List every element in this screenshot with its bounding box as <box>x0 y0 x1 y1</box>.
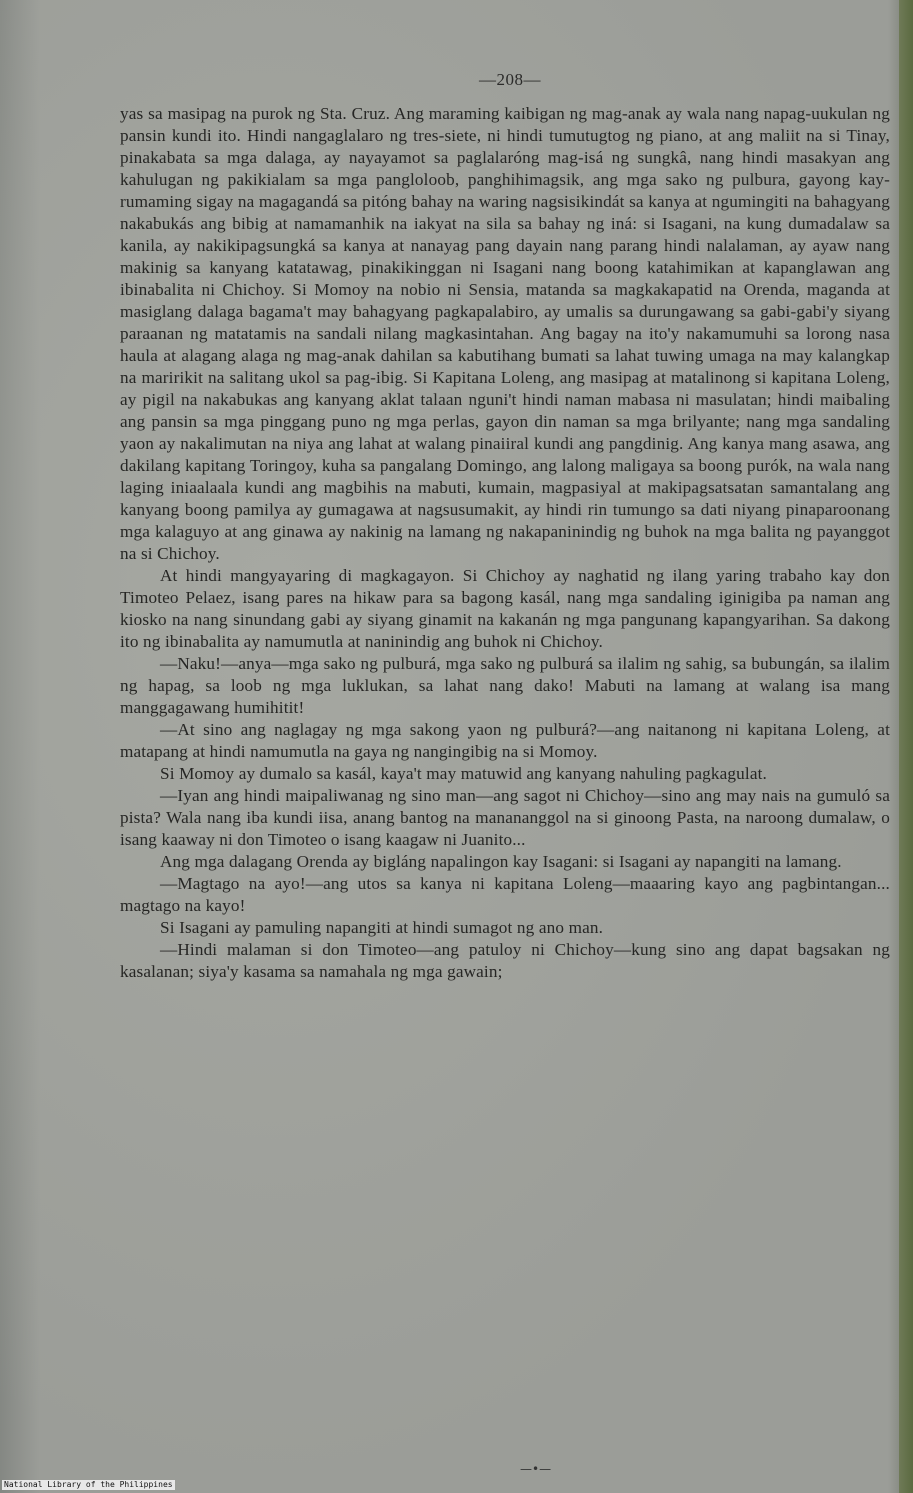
bottom-ornament: —•— <box>520 1462 552 1476</box>
library-credit: National Library of the Philippines <box>4 1480 173 1489</box>
paragraph-4: —At sino ang naglagay ng mga sakong yaon ng pulburá?—ang naitanong ni kapitana Loleng, at matapang at hindi namumutla na gaya ng nangingibig na si Momoy. <box>120 720 890 761</box>
body-text <box>120 103 890 983</box>
paragraph-10: —Hindi malaman si don Timoteo—ang patuloy ni Chichoy—kung sino ang dapat bagsakan ng kasalanan; siya'y kasama sa namahala ng mga gawain; <box>120 940 890 981</box>
paragraph-7: Ang mga dalagang Orenda ay bigláng napalingon kay Isagani: si Isagani ay napangiti na lamang. <box>160 852 842 871</box>
paragraph-9: Si Isagani ay pamuling napangiti at hindi sumagot ng ano man. <box>160 918 604 937</box>
page-number: —208— <box>479 70 541 89</box>
paragraph-8: —Magtago na ayo!—ang utos sa kanya ni kapitana Loleng—maaaring kayo ang pagbintangan... magtago na kayo! <box>120 874 890 915</box>
paragraph-2: At hindi mangyayaring di magkagayon. Si Chichoy ay naghatid ng ilang yaring trabaho kay don Timoteo Pelaez, isang pares na hikaw para sa bagong kasál, nang mga sandaling iginigiba pa naman ang kiosko na nang sinundang gabi ay siyang ginamit na kakanán ng mga pangunang kapangyarihan. Sa dakong ito ng ibinabalita ay namumutla at naninindig ang buhok ni Chichoy. <box>120 566 890 651</box>
paragraph-1: yas sa masipag na purok ng Sta. Cruz. Ang maraming kaibigan ng mag-anak ay wala nang napag-uukulan ng pansin kundi ito. Hindi nangaglalaro ng tres-siete, ni hindi tumutugtog ng piano, at ang maliit na si Tinay, pinakabata sa mga dalaga, ay nayayamot sa paglalaróng mag-isá ng sungkâ, nang hindi masakyan ang kahulugan ng pakikialam sa mga pangloloob, panghihimagsik, ang mga sako ng pulbura, gayong kay-rumaming sigay na magagandá sa pitóng bahay na waring nagsisikindát sa kanya at ngumingiti na bahagyang nakabukás ang bibig at namamanhik na iakyat na sila sa bahay ng iná: si Isagani, na kung dumadalaw sa kanila, ay nakikipagsungká sa kanya at nanayag pang dayain nang parang hindi nalalaman, ay ayaw nang makinig sa kanyang katatawag, pinakikinggan ni Isagani nang boong katahimikan at kapanglawan ang ibinabalita ni Chichoy. Si Momoy na nobio ni Sensia, matanda sa magkakapatid na Orenda, maganda at masiglang dalaga bagama't may bahagyang pagkapalabiro, ay umalis sa durungawang sa gabi-gabi'y siyang paraanan ng matatamis na sandali nilang magkasintahan. Ang bagay na ito'y nakamumuhi sa lorong nasa haula at alagang alaga ng mag-anak dahilan sa kabutihang bumati sa lahat tuwing umaga na may kalangkap na maririkit na salitang ukol sa pag-ibig. Si Kapitana Loleng, ang masipag at matalinong si kapitana Loleng, ay pigil na nakabukas ang kanyang aklat talaan nguni't hindi naman mabasa ni masulatan; hindi maibaling ang pansin sa mga pinggang puno ng mga perlas, gayon din naman sa mga brilyante; nang mga sandaling yaon ay nakalimutan na niya ang lahat at walang pinaiiral kundi ang pangdinig. Ang kanya mang asawa, ang dakilang kapitang Toringoy, kuha sa pangalang Domingo, ang lalong maligaya sa boong purók, na wala nang laging iniaalaala kundi ang magbihis na mabuti, kumain, magpasiyal at makipagsatsatan samantalang ang kanyang boong pamilya ay gumagawa at nagsusumakit, ay hindi rin tumungo sa dati niyang pinaparoonang mga kalaguyo at ang ginawa ay nakinig na lamang ng nakapaninindig ng buhok na mga balita ng payanggot na si Chichoy. <box>120 104 890 563</box>
paragraph-3: —Naku!—anya—mga sako ng pulburá, mga sako ng pulburá sa ilalim ng sahig, sa bubungán, sa ilalim ng hapag, sa loob ng mga luklukan, sa lahat nang dako! Mabuti na lamang at walang isa mang manggagawang humihitit! <box>120 654 890 717</box>
paragraph-5: Si Momoy ay dumalo sa kasál, kaya't may matuwid ang kanyang nahuling pagkagulat. <box>160 764 767 783</box>
paragraph-6: —Iyan ang hindi maipaliwanag ng sino man—ang sagot ni Chichoy—sino ang may nais na gumuló sa pista? Wala nang iba kundi iisa, anang bantog na manananggol na si ginoong Pasta, na naroong dumalaw, o isang kaaway ni don Timoteo o isang kaagaw ni Juanito... <box>120 786 890 849</box>
page-edge <box>899 0 913 1493</box>
